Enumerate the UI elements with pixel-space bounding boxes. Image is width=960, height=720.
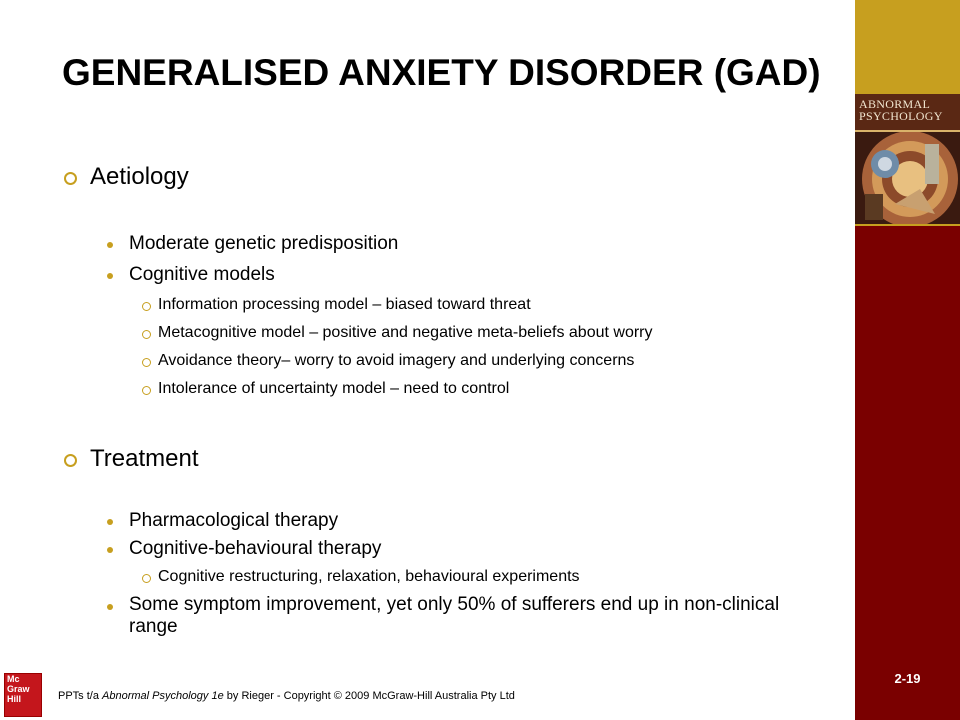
cover-title-line: PSYCHOLOGY: [859, 109, 943, 123]
sub-bullet-item: Avoidance theory– worry to avoid imagery and underlying concerns: [158, 352, 635, 369]
bullet-dot-icon: [107, 273, 113, 279]
footer-book-title: Abnormal Psychology 1e: [102, 690, 224, 702]
cover-title-line: ABNORMAL: [859, 97, 931, 111]
bullet-item: Cognitive models: [129, 264, 275, 285]
section-heading: Treatment: [90, 445, 199, 472]
footer-prefix: PPTs t/a: [58, 690, 103, 702]
sub-bullet-item: Metacognitive model – positive and negative meta-beliefs about worry: [158, 324, 653, 341]
bullet-item: Cognitive-behavioural therapy: [129, 538, 382, 559]
sub-bullet-icon: [142, 330, 151, 339]
footer-suffix: by Rieger - Copyright © 2009 McGraw-Hill Australia Pty Ltd: [223, 690, 515, 702]
sub-bullet-icon: [142, 302, 151, 311]
slide-title: GENERALISED ANXIETY DISORDER (GAD): [62, 52, 821, 93]
bullet-dot-icon: [107, 242, 113, 248]
sub-bullet-icon: [142, 358, 151, 367]
logo-line: Mc: [7, 674, 20, 684]
page-number: 2-19: [894, 671, 921, 686]
sub-bullet-icon: [142, 386, 151, 395]
section-bullet-icon: [64, 172, 77, 185]
bullet-dot-icon: [107, 547, 113, 553]
logo-line: Graw: [7, 684, 30, 694]
bullet-dot-icon: [107, 519, 113, 525]
sub-bullet-icon: [142, 574, 151, 583]
section-heading: Aetiology: [90, 163, 189, 190]
footer-copyright: [58, 690, 515, 702]
section-bullet-icon: [64, 454, 77, 467]
logo-line: Hill: [7, 694, 22, 704]
sub-bullet-item: Intolerance of uncertainty model – need to control: [158, 380, 510, 397]
bullet-item: Pharmacological therapy: [129, 510, 339, 531]
sub-bullet-item: Information processing model – biased toward threat: [158, 296, 531, 313]
sub-bullet-item: Cognitive restructuring, relaxation, behavioural experiments: [158, 568, 580, 585]
mcgraw-hill-logo: [4, 673, 42, 717]
book-cover-image: [855, 94, 960, 224]
bullet-item: Some symptom improvement, yet only 50% of sufferers end up in non-clinical range: [129, 594, 780, 637]
book-cover-title: [859, 98, 959, 122]
bullet-dot-icon: [107, 604, 113, 610]
bullet-item: Moderate genetic predisposition: [129, 233, 399, 254]
